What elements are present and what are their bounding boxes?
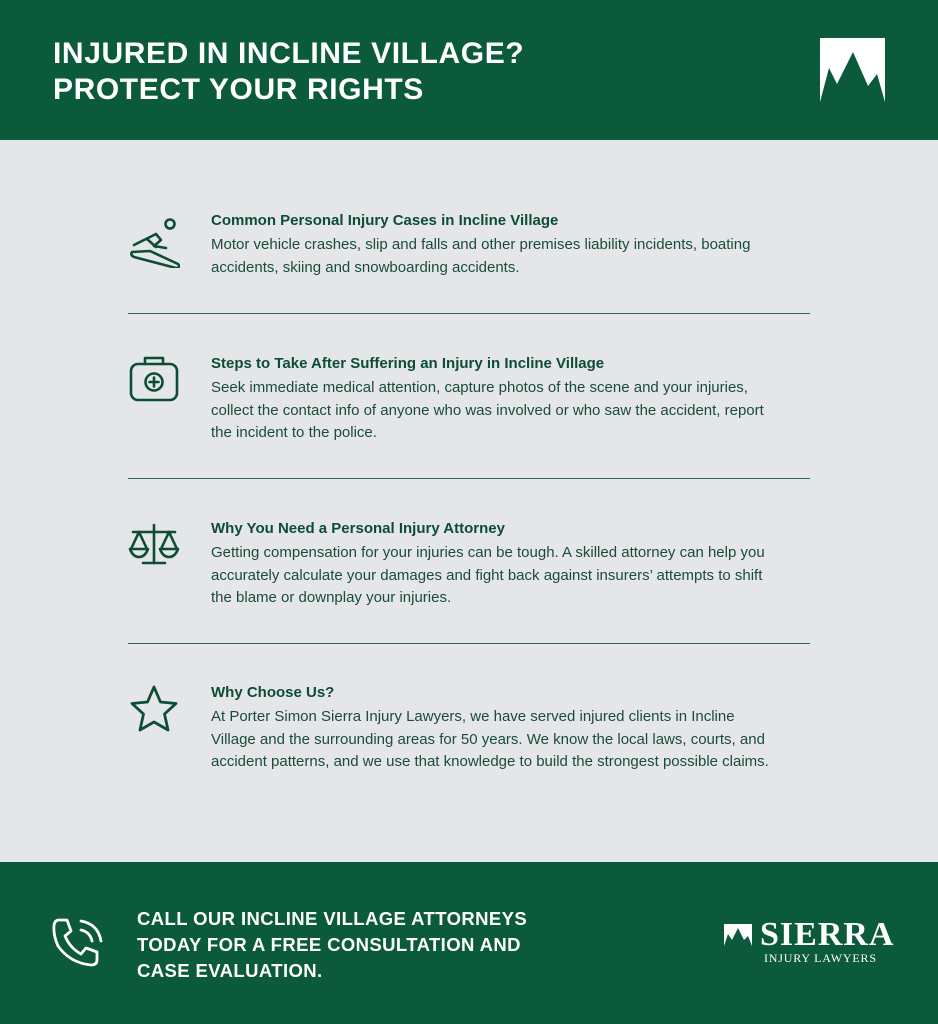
mountain-logo-icon xyxy=(820,38,885,102)
phone-icon[interactable] xyxy=(50,917,106,973)
cta-line-2: TODAY FOR A FREE CONSULTATION AND xyxy=(137,934,521,955)
section-heading: Why Choose Us? xyxy=(211,684,335,701)
cta-line-3: CASE EVALUATION. xyxy=(137,960,323,981)
divider xyxy=(128,478,810,479)
snowboarder-icon xyxy=(128,216,180,268)
section-body: Getting compensation for your injuries can be tough. A skilled attorney can help you accurately calculate your damages and fight back against insurers’ attempts to shift the blame or downplay your injuries. xyxy=(211,544,765,606)
cta-line-1: CALL OUR INCLINE VILLAGE ATTORNEYS xyxy=(137,908,528,929)
section-heading: Steps to Take After Suffering an Injury in Incline Village xyxy=(211,355,605,372)
call-to-action[interactable] xyxy=(137,906,527,984)
section-heading: Why You Need a Personal Injury Attorney xyxy=(211,520,505,537)
mountain-mark-icon xyxy=(724,924,752,946)
section-body: Seek immediate medical attention, capture photos of the scene and your injuries, collect the contact info of anyone who was involved or who saw the accident, report the incident to the police. xyxy=(211,379,764,441)
section-body: At Porter Simon Sierra Injury Lawyers, we have served injured clients in Incline Village and the surrounding areas for 50 years. We know the local laws, courts, and accident patterns, and we use that knowledge to build the strongest possible claims. xyxy=(211,708,769,770)
section-common-cases xyxy=(128,212,810,292)
page-title xyxy=(53,36,524,108)
header-banner xyxy=(0,0,938,140)
divider xyxy=(128,313,810,314)
sierra-brand-logo[interactable] xyxy=(724,918,904,968)
page-title-line-1: INJURED IN INCLINE VILLAGE? xyxy=(53,37,525,70)
scales-icon xyxy=(128,520,180,572)
section-why-attorney xyxy=(128,520,810,610)
brand-name: SIERRA xyxy=(760,916,895,953)
section-body: Motor vehicle crashes, slip and falls and other premises liability incidents, boating accidents, skiing and snowboarding accidents. xyxy=(211,236,751,276)
page-title-line-2: PROTECT YOUR RIGHTS xyxy=(53,73,424,106)
brand-subtitle: INJURY LAWYERS xyxy=(764,951,877,965)
footer-banner xyxy=(0,862,938,1024)
content-area xyxy=(0,140,938,862)
star-icon xyxy=(128,684,180,736)
section-heading: Common Personal Injury Cases in Incline Village xyxy=(211,212,559,229)
divider xyxy=(128,643,810,644)
section-why-choose-us xyxy=(128,684,810,804)
medical-kit-icon xyxy=(128,355,180,407)
section-steps xyxy=(128,355,810,455)
